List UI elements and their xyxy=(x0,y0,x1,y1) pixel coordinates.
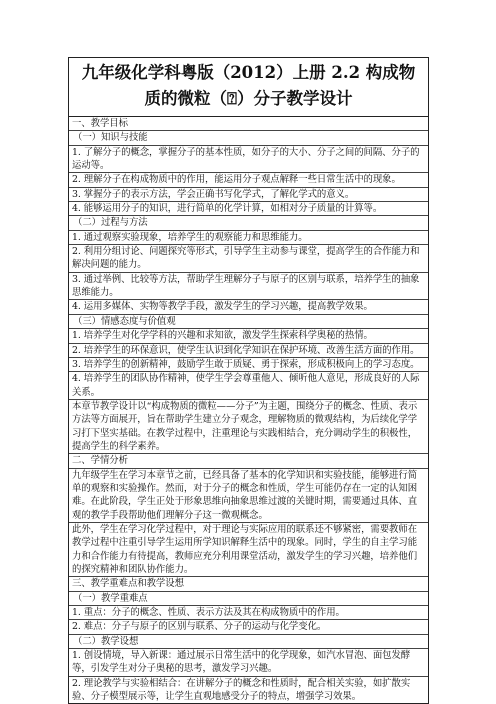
document-title: 九年级化学科粤版（2012）上册 2.2 构成物质的微粒（⍰）分子教学设计 xyxy=(68,57,429,117)
section-subheading: （二）教学设想 xyxy=(69,635,428,649)
text-line: 2. 利用分组讨论、问题探究等形式，引导学生主动参与课堂，提高学生的合作能力和解决问题的能力。 xyxy=(69,245,428,273)
section-subheading: （一）教学重难点 xyxy=(69,592,428,606)
document xyxy=(68,57,429,704)
text-line: 3. 培养学生的创新精神，鼓励学生敢于质疑、勇于探索，形成积极向上的学习态度。 xyxy=(69,358,428,372)
section-subheading: （一）知识与技能 xyxy=(69,131,428,145)
text-line: 三、教学重难点和教学设想 xyxy=(69,577,428,591)
text-line: 2. 理论教学与实验相结合：在讲解分子的概念和性质时，配合相关实验，如扩散实验、分子模型展示等，让学生直观地感受分子的特点，增强学习效果。 xyxy=(72,677,411,703)
text-line: 2. 理解分子在构成物质中的作用，能运用分子观点解释一些日常生活中的现象。 xyxy=(69,173,428,187)
text-line: 2. 培养学生的环保意识，使学生认识到化学知识在保护环境、改善生活方面的作用。 xyxy=(69,344,428,358)
text-line: 1. 了解分子的概念，掌握分子的基本性质，如分子的大小、分子之间的间隔、分子的运动等。 xyxy=(69,146,428,174)
text-line: 二、学情分析 xyxy=(69,454,428,468)
text-line: 本章节教学设计以“构成物质的微粒——分子”为主题，围绕分子的概念、性质、表示方法等方面展开，旨在帮助学生建立分子观念，理解物质的微观结构，为后续化学学习打下坚实基础。在教学过程中，注重理论与实践相结合，充分调动学生的积极性，提高学生的科学素养。 xyxy=(69,400,428,454)
document-body xyxy=(68,117,429,704)
text-line: 2. 难点：分子与原子的区别与联系、分子的运动与化学变化。 xyxy=(69,620,428,634)
text-line: 1. 培养学生对化学学科的兴趣和求知欲，激发学生探索科学奥秘的热情。 xyxy=(69,329,428,343)
text-line: 此外，学生在学习化学过程中，对于理论与实际应用的联系还不够紧密，需要教师在教学过程中注重引导学生运用所学知识解释生活中的现象。同时，学生的自主学习能力和合作能力有待提高，教师应充分利用课堂活动，激发学生的学习兴趣，培养他们的探究精神和团队协作能力。 xyxy=(69,523,428,577)
text-line: 1. 重点：分子的概念、性质、表示方法及其在构成物质中的作用。 xyxy=(69,606,428,620)
text-line: 4. 培养学生的团队协作精神，使学生学会尊重他人、倾听他人意见，形成良好的人际关系。 xyxy=(69,372,428,400)
text-line: 4. 能够运用分子的知识，进行简单的化学计算，如相对分子质量的计算等。 xyxy=(69,202,428,216)
text-line: 一、教学目标 xyxy=(69,117,428,131)
text-line: 1. 通过观察实验现象，培养学生的观察能力和思维能力。 xyxy=(69,231,428,245)
text-line: 1. 创设情境，导入新课：通过展示日常生活中的化学现象，如汽水冒泡、面包发酵等，引发学生对分子奥秘的思考，激发学习兴趣。 xyxy=(69,649,428,677)
text-line: 3. 掌握分子的表示方法，学会正确书写化学式，了解化学式的意义。 xyxy=(69,188,428,202)
text-line: 九年级学生在学习本章节之前，已经具备了基本的化学知识和实验技能，能够进行简单的观察和实验操作。然而，对于分子的概念和性质，学生可能仍存在一定的认知困难。在此阶段，学生正处于形象思维向抽象思维过渡的关键时期，需要通过具体、直观的教学手段帮助他们理解分子这一微观概念。 xyxy=(69,469,428,523)
text-line: 4. 运用多媒体、实物等教学手段，激发学生的学习兴趣，提高教学效果。 xyxy=(69,300,428,314)
section-subheading: （三）情感态度与价值观 xyxy=(69,315,428,329)
section-subheading: （二）过程与方法 xyxy=(69,216,428,230)
text-line: 3. 通过举例、比较等方法，帮助学生理解分子与原子的区别与联系，培养学生的抽象思维能力。 xyxy=(69,273,428,301)
